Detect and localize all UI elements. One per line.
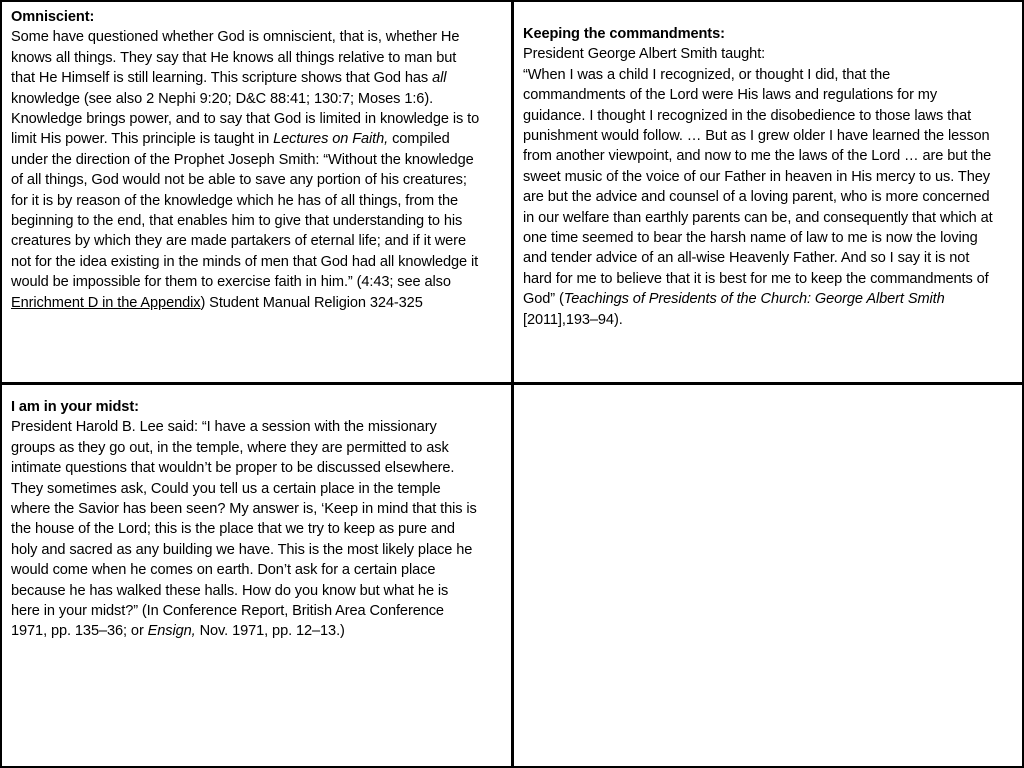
omniscient-p1-text-a: Some have questioned whether God is omniscient, that is, whether He knows all things. They say that He knows all things relative to man but that He Himself is still learning. This scripture shows that God has bbox=[11, 29, 460, 87]
commandments-intro: President George Albert Smith taught: bbox=[523, 46, 766, 63]
omniscient-p2-italic: Lectures on Faith, bbox=[273, 131, 389, 148]
midst-body-text-b: Nov. 1971, pp. 12–13.) bbox=[195, 623, 345, 640]
commandments-quote-text-a: “When I was a child I recognized, or thought I did, that the commandments of the Lord were His laws and regulations for my guidance. I thought I recognized in the disobedience to those laws that punishment would follow. … But as I grew older I have learned the lesson from another viewpoint, and now to me the laws of the Lord … are but the sweet music of the voice of our Father in heaven in His mercy to us. They are but the advice and counsel of a loving parent, who is more concerned in our welfare than earthly parents can be, and consequently that which at one time seemed to bear the harsh name of law to me is now the loving and tender advice of an all-wise Heavenly Father. And so I say it is not hard for me to believe that it is best for me to keep the commandments of God” ( bbox=[523, 66, 993, 308]
midst-panel bbox=[0, 383, 513, 768]
omniscient-p1-italic: all bbox=[432, 70, 447, 87]
omniscient-paragraph-2 bbox=[11, 111, 479, 311]
commandments-quote bbox=[523, 67, 993, 328]
empty-panel bbox=[512, 383, 1024, 768]
omniscient-text bbox=[11, 7, 481, 313]
commandments-quote-text-b: [2011],193–94). bbox=[523, 311, 623, 328]
omniscient-paragraph-1 bbox=[11, 29, 459, 106]
omniscient-panel bbox=[0, 0, 513, 384]
midst-body bbox=[11, 419, 477, 639]
omniscient-title: Omniscient: bbox=[11, 9, 95, 25]
commandments-title: Keeping the commandments: bbox=[523, 26, 725, 42]
midst-body-text-a: President Harold B. Lee said: “I have a session with the missionary groups as they go out, in the temple, where they are permitted to ask intimate questions that wouldn’t be proper to be discussed elsewhere. They sometimes ask, Could you tell us a certain place in the temple where the Savior has been seen? My answer is, ‘Keep in mind that this is the house of the Lord; this is the place that we try to keep as pure and holy and sacred as any building we have. This is the most likely place he would come when he comes on earth. Don’t ask for a certain place because he has walked these halls. How do you know but what he is here in your midst?” (In Conference Report, British Area Conference 1971, pp. 135–36; or bbox=[11, 419, 477, 640]
midst-body-italic: Ensign, bbox=[147, 623, 196, 640]
midst-title: I am in your midst: bbox=[11, 399, 139, 415]
midst-text bbox=[11, 397, 481, 642]
omniscient-p2-text-a: Knowledge brings power, and to say that God is limited in knowledge is to limit His power. This principle is taught in bbox=[11, 111, 480, 148]
commandments-quote-italic: Teachings of Presidents of the Church: George Albert Smith bbox=[563, 291, 945, 308]
omniscient-p2-text-c: ) Student Manual Religion 324-325 bbox=[200, 294, 423, 311]
commandments-text bbox=[523, 24, 993, 330]
omniscient-p2-text-b: compiled under the direction of the Prophet Joseph Smith: “Without the knowledge of all things, God would not be able to save any portion of his creatures; for it is by reason of the knowledge which he has of all things, from the beginning to the end, that enables him to give that understanding to his creatures by which they are made partakers of eternal life; and if it were not for the idea existing in the minds of men that God had all knowledge it would be impossible for them to exercise faith in him.” (4:43; see also bbox=[11, 131, 479, 291]
commandments-panel bbox=[512, 0, 1024, 384]
omniscient-p1-text-b: knowledge (see also 2 Nephi 9:20; D&C 88:41; 130:7; Moses 1:6). bbox=[11, 90, 434, 107]
enrichment-link[interactable]: Enrichment D in the Appendix bbox=[11, 294, 201, 311]
